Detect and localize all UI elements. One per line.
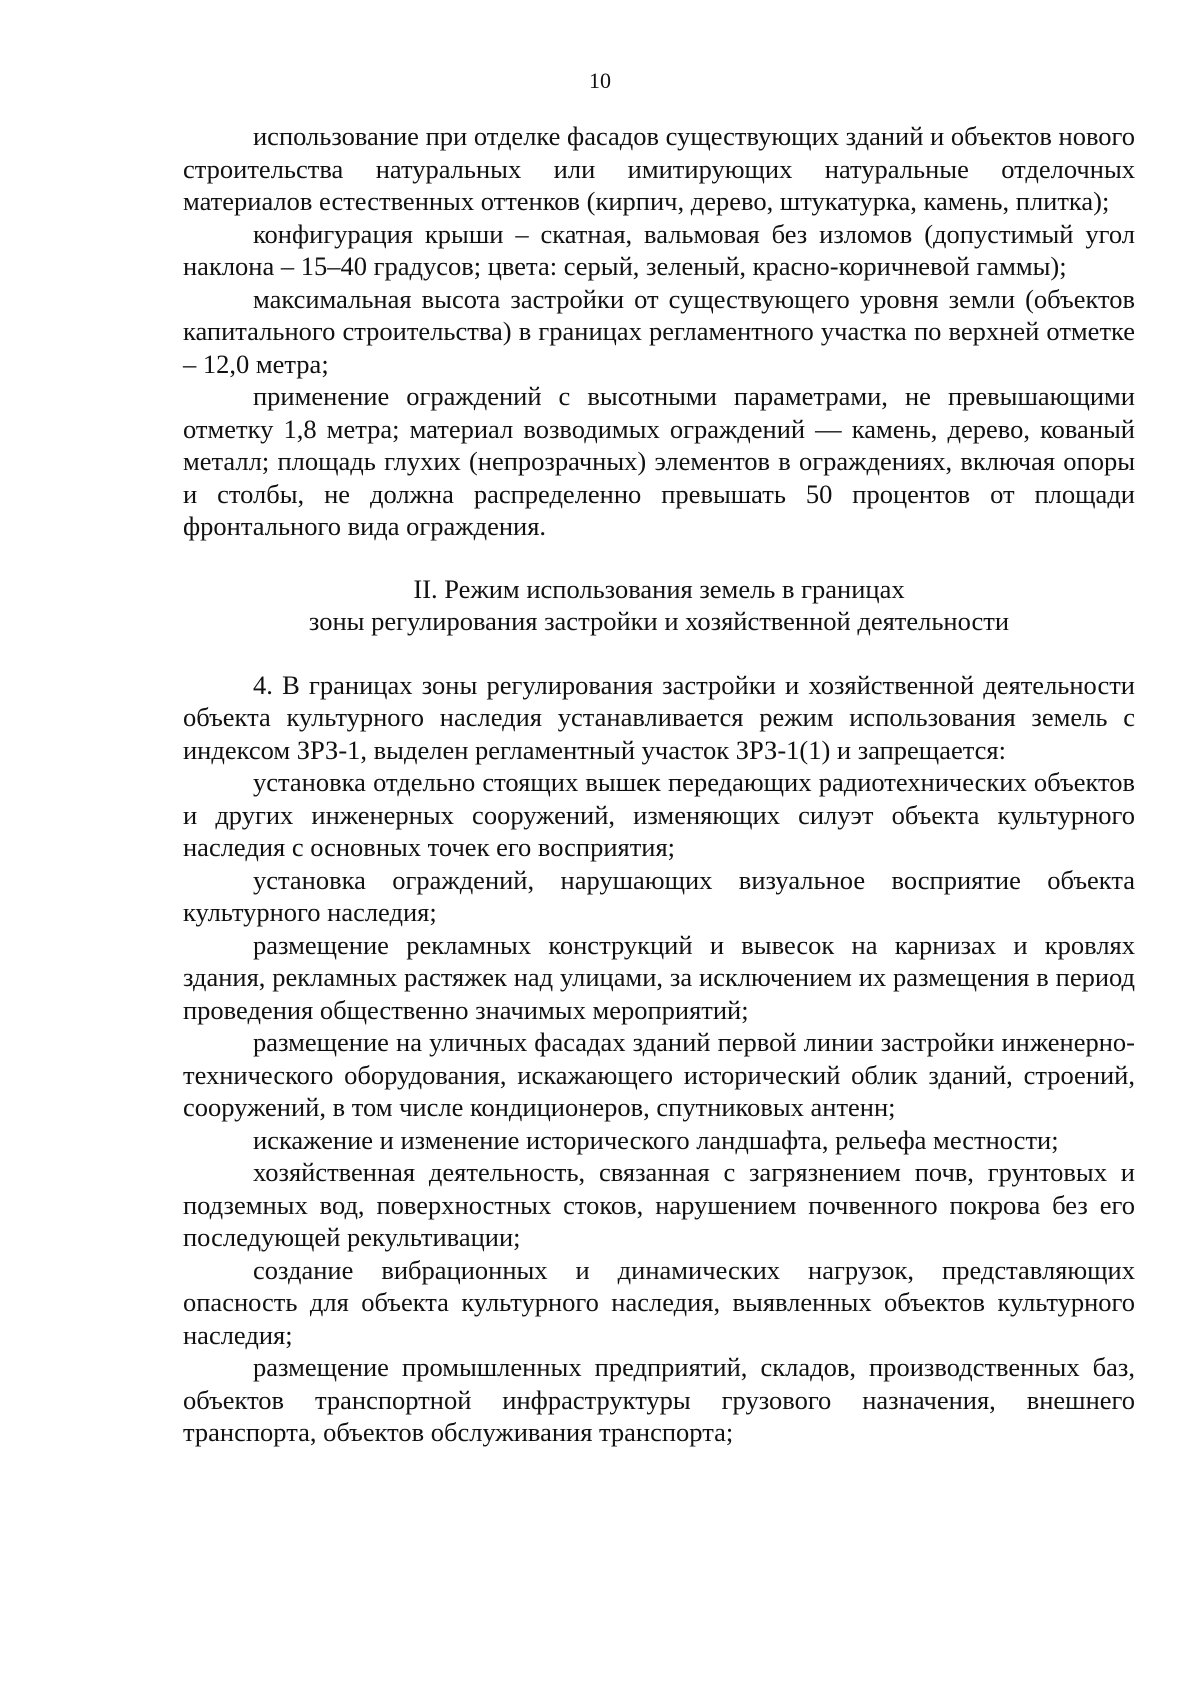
section-heading-line: II. Режим использования земель в границах xyxy=(413,573,905,604)
page-number: 10 xyxy=(589,68,611,93)
paragraph: хозяйственная деятельность, связанная с загрязнением почв, грунтовых и подземных вод, поверхностных стоков, нарушением почвенного покрова без его последующей рекультивации; xyxy=(183,1157,1135,1252)
section-heading-line: зоны регулирования застройки и хозяйственной деятельности xyxy=(308,606,1010,636)
paragraph: размещение рекламных конструкций и вывесок на карнизах и кровлях здания, рекламных растяжек над улицами, за исключением их размещения в период проведения общественно значимых мероприятий; xyxy=(183,929,1135,1025)
paragraph: установка ограждений, нарушающих визуальное восприятие объекта культурного наследия; xyxy=(183,864,1135,927)
document-body xyxy=(183,120,1135,1449)
paragraph: конфигурация крыши – скатная, вальмовая без изломов (допустимый угол наклона – 15–40 градусов; цвета: серый, зеленый, красно-коричневой гаммы); xyxy=(183,218,1135,281)
paragraph: использование при отделке фасадов существующих зданий и объектов нового строительства натуральных или имитирующих натуральные отделочных материалов естественных оттенков (кирпич, дерево, штукатурка, камень, плитка); xyxy=(183,121,1135,216)
paragraph: максимальная высота застройки от существующего уровня земли (объектов капитального строительства) в границах регламентного участка по верхней отметке – 12,0 метра; xyxy=(183,283,1135,379)
paragraph: размещение промышленных предприятий, складов, производственных баз, объектов транспортной инфраструктуры грузового назначения, внешнего транспорта, объектов обслуживания транспорта; xyxy=(183,1352,1135,1447)
paragraph: 4. В границах зоны регулирования застройки и хозяйственной деятельности объекта культурного наследия устанавливается режим использования земель с индексом ЗРЗ-1, выделен регламентный участок ЗРЗ-1(1) и запрещается: xyxy=(183,669,1135,765)
paragraph: создание вибрационных и динамических нагрузок, представляющих опасность для объекта культурного наследия, выявленных объектов культурного наследия; xyxy=(183,1254,1135,1350)
paragraph: размещение на уличных фасадах зданий первой линии застройки инженерно-технического оборудования, искажающего исторический облик зданий, строений, сооружений, в том числе кондиционеров, спутниковых антенн; xyxy=(183,1027,1135,1122)
paragraph: установка отдельно стоящих вышек передающих радиотехнических объектов и других инженерных сооружений, изменяющих силуэт объекта культурного наследия с основных точек его восприятия; xyxy=(183,767,1135,862)
section-heading xyxy=(183,573,1135,638)
paragraph: искажение и изменение исторического ландшафта, рельефа местности; xyxy=(253,1124,1059,1155)
paragraph: применение ограждений с высотными параметрами, не превышающими отметку 1,8 метра; материал возводимых ограждений — камень, дерево, кованый металл; площадь глухих (непрозрачных) элементов в ограждениях, включая опоры и столбы, не должна распределенно превышать 50 процентов от площади фронтального вида ограждения. xyxy=(183,381,1135,541)
